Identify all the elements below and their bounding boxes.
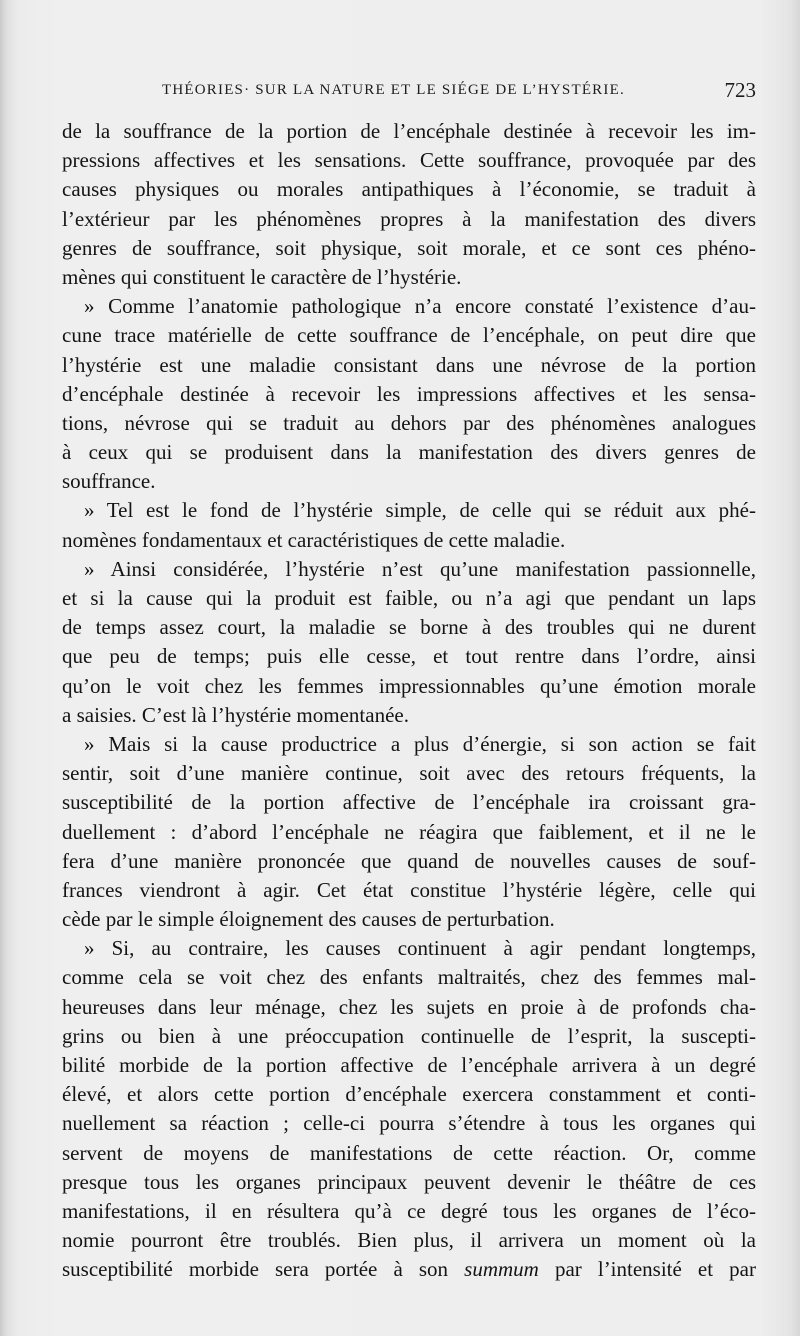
text-line: pressions affectives et les sensations. Cette souffrance, provoquée par des [62, 148, 756, 173]
text-line: élevé, et alors cette portion d’encéphale exercera constamment et conti- [62, 1082, 756, 1107]
text-line: et si la cause qui la produit est faible, ou n’a agi que pendant un laps [62, 586, 756, 610]
text-line: de la souffrance de la portion de l’encéphale destinée à recevoir les im- [62, 119, 756, 143]
text-line: grins ou bien à une préoccupation continuelle de l’esprit, la suscepti- [62, 1023, 756, 1048]
text-line: » Tel est le fond de l’hystérie simple, de celle qui se réduit aux phé- [84, 498, 756, 523]
text-line: frances viendront à agir. Cet état constitue l’hystérie légère, celle qui [62, 877, 756, 902]
text-line: souffrance. [62, 469, 156, 494]
text-line: heureuses dans leur ménage, chez les sujets en proie à de profonds cha- [62, 994, 756, 1019]
text-line: fera d’une manière prononcée que quand de nouvelles causes de souf- [62, 848, 756, 873]
text-line: que peu de temps; puis elle cesse, et tout rentre dans l’ordre, ainsi [62, 644, 756, 669]
text-line: » Comme l’anatomie pathologique n’a encore constaté l’existence d’au- [84, 294, 756, 319]
text-line: » Ainsi considérée, l’hystérie n’est qu’une manifestation passionnelle, [84, 556, 756, 581]
text-line: qu’on le voit chez les femmes impressionnables qu’une émotion morale [62, 673, 756, 698]
text-line: à ceux qui se produisent dans la manifestation des divers genres de [62, 440, 756, 465]
text-line: causes physiques ou morales antipathiques à l’économie, se traduit à [62, 177, 756, 202]
running-title: THÉORIES· SUR LA NATURE ET LE SIÉGE DE L’HYSTÉRIE. [162, 82, 625, 98]
text-line: comme cela se voit chez des enfants maltraités, chez des femmes mal- [62, 965, 756, 990]
text-line: servent de moyens de manifestations de cette réaction. Or, comme [62, 1140, 756, 1165]
text-line: susceptibilité morbide sera portée à son summum par l’intensité et par [62, 1257, 756, 1282]
text-line: d’encéphale destinée à recevoir les impressions affectives et les sensa- [62, 381, 756, 406]
text-line: nuellement sa réaction ; celle-ci pourra s’étendre à tous les organes qui [62, 1111, 756, 1136]
text-line: a saisies. C’est là l’hystérie momentanée. [62, 702, 409, 727]
text-line: presque tous les organes principaux peuvent devenir le théâtre de ces [62, 1169, 756, 1194]
text-line: nomie pourront être troublés. Bien plus, il arrivera un moment où la [62, 1228, 756, 1253]
text-line: cède par le simple éloignement des causes de perturbation. [62, 907, 555, 932]
page-number: 723 [724, 78, 756, 102]
text-line: » Mais si la cause productrice a plus d’énergie, si son action se fait [84, 731, 756, 756]
running-head [62, 80, 756, 102]
text-line: susceptibilité de la portion affective de l’encéphale ira croissant gra- [62, 790, 756, 815]
text-line: mènes qui constituent le caractère de l’hystérie. [62, 264, 462, 289]
text-line: tions, névrose qui se traduit au dehors par des phénomènes analogues [62, 410, 756, 435]
text-line: manifestations, il en résultera qu’à ce degré tous les organes de l’éco- [62, 1198, 756, 1223]
text-line: » Si, au contraire, les causes continuent à agir pendant longtemps, [84, 936, 756, 961]
text-line: de temps assez court, la maladie se borne à des troubles qui ne durent [62, 615, 756, 640]
text-line: cune trace matérielle de cette souffrance de l’encéphale, on peut dire que [62, 323, 756, 348]
text-line: l’hystérie est une maladie consistant dans une névrose de la portion [62, 352, 756, 377]
text-line: sentir, soit d’une manière continue, soit avec des retours fréquents, la [62, 761, 756, 786]
body-text [62, 117, 756, 1285]
text-line: bilité morbide de la portion affective de l’encéphale arrivera à un degré [62, 1053, 756, 1077]
text-line: l’extérieur par les phénomènes propres à la manifestation des divers [62, 206, 756, 231]
text-line: nomènes fondamentaux et caractéristiques de cette maladie. [62, 527, 566, 552]
text-line: genres de souffrance, soit physique, soit morale, et ce sont ces phéno- [62, 235, 756, 260]
text-line: duellement : d’abord l’encéphale ne réagira que faiblement, et il ne le [62, 819, 756, 844]
